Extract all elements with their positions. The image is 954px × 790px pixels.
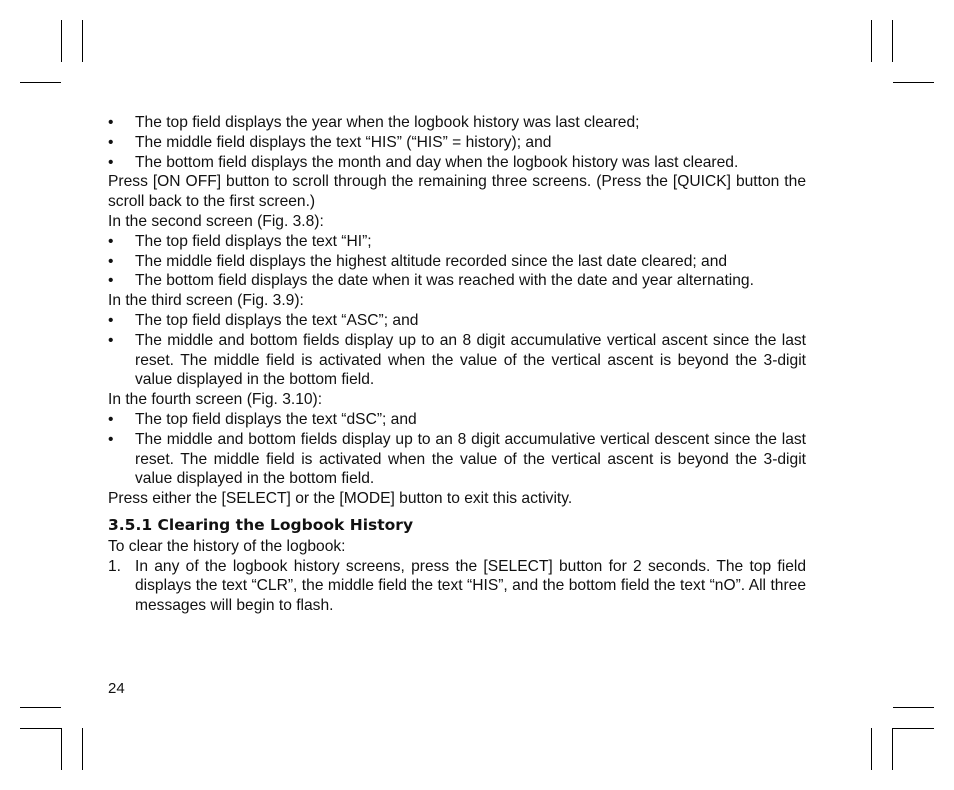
section-heading: 3.5.1 Clearing the Logbook History <box>108 515 414 534</box>
scroll-instruction: Press [ON OFF] button to scroll through the remaining three screens. (Press the [QUICK] button the scroll back to the first screen.) <box>108 173 806 211</box>
section-intro: To clear the history of the logbook: <box>108 537 346 555</box>
bullet-glyph: • <box>108 133 114 151</box>
crop-mark-bottom-left-h2 <box>20 728 61 729</box>
bullet-item <box>108 113 806 133</box>
bullet-text: The middle field displays the text “HIS” (“HIS” = history); and <box>135 133 552 151</box>
crop-mark-top-left-v1 <box>61 20 62 62</box>
page-number: 24 <box>108 680 125 697</box>
bullet-glyph: • <box>108 252 114 270</box>
bullet-text: The top field displays the text “dSC”; and <box>135 410 417 428</box>
bullet-item <box>108 133 806 153</box>
bullet-glyph: • <box>108 311 114 329</box>
bullet-glyph: • <box>108 114 114 131</box>
crop-mark-bottom-right-v2 <box>892 728 893 770</box>
crop-mark-bottom-right-h1 <box>893 707 934 708</box>
crop-mark-bottom-left-h1 <box>20 707 61 708</box>
bullet-text: The top field displays the text “ASC”; and <box>135 311 419 329</box>
crop-mark-top-left-v2 <box>82 20 83 62</box>
bullet-text: The top field displays the text “HI”; <box>135 232 372 250</box>
bullet-text: The middle field displays the highest altitude recorded since the last date cleared; and <box>135 252 728 270</box>
bullet-item <box>108 252 806 272</box>
bullet-item <box>108 410 806 430</box>
crop-mark-top-right-v2 <box>892 20 893 62</box>
fourth-screen-intro: In the fourth screen (Fig. 3.10): <box>108 391 323 409</box>
crop-mark-top-right-v1 <box>871 20 872 62</box>
bullet-text: The middle and bottom fields display up to an 8 digit accumulative vertical descent since the last reset. The middle field is activated when the value of the vertical ascent is beyond the 3-digit value displayed in the bottom field. <box>135 430 806 488</box>
crop-mark-bottom-right-h2 <box>893 728 934 729</box>
bullet-glyph: • <box>108 272 114 290</box>
exit-instruction: Press either the [SELECT] or the [MODE] button to exit this activity. <box>108 490 573 508</box>
crop-mark-bottom-left-v1 <box>61 728 62 770</box>
bullet-text: The middle and bottom fields display up to an 8 digit accumulative vertical ascent since the last reset. The middle field is activated when the value of the vertical ascent is beyond the 3-digit value displayed in the bottom field. <box>135 331 806 389</box>
bullet-item <box>108 331 806 390</box>
bullet-text: The bottom field displays the month and day when the logbook history was last cleared. <box>135 153 739 171</box>
crop-mark-bottom-right-v1 <box>871 728 872 770</box>
step-text: In any of the logbook history screens, press the [SELECT] button for 2 seconds. The top field displays the text “CLR”, the middle field the text “HIS”, and the bottom field the text “nO”. All three messages will begin to flash. <box>135 557 806 615</box>
bullet-text: The bottom field displays the date when it was reached with the date and year alternating. <box>135 272 754 290</box>
page-content <box>108 113 806 616</box>
bullet-glyph: • <box>108 410 114 428</box>
bullet-item <box>108 271 806 291</box>
bullet-item <box>108 153 806 173</box>
third-screen-intro: In the third screen (Fig. 3.9): <box>108 292 304 310</box>
bullet-item <box>108 232 806 252</box>
bullet-text: The top field displays the year when the logbook history was last cleared; <box>135 114 640 131</box>
second-screen-intro: In the second screen (Fig. 3.8): <box>108 212 324 230</box>
bullet-glyph: • <box>108 153 114 171</box>
bullet-glyph: • <box>108 232 114 250</box>
crop-mark-bottom-left-v2 <box>82 728 83 770</box>
numbered-step <box>108 557 806 616</box>
bullet-item <box>108 430 806 489</box>
bullet-item <box>108 311 806 331</box>
bullet-glyph: • <box>108 331 114 349</box>
crop-mark-top-left-h <box>20 82 61 83</box>
crop-mark-top-right-h <box>893 82 934 83</box>
step-number: 1. <box>108 557 122 575</box>
bullet-glyph: • <box>108 430 114 448</box>
